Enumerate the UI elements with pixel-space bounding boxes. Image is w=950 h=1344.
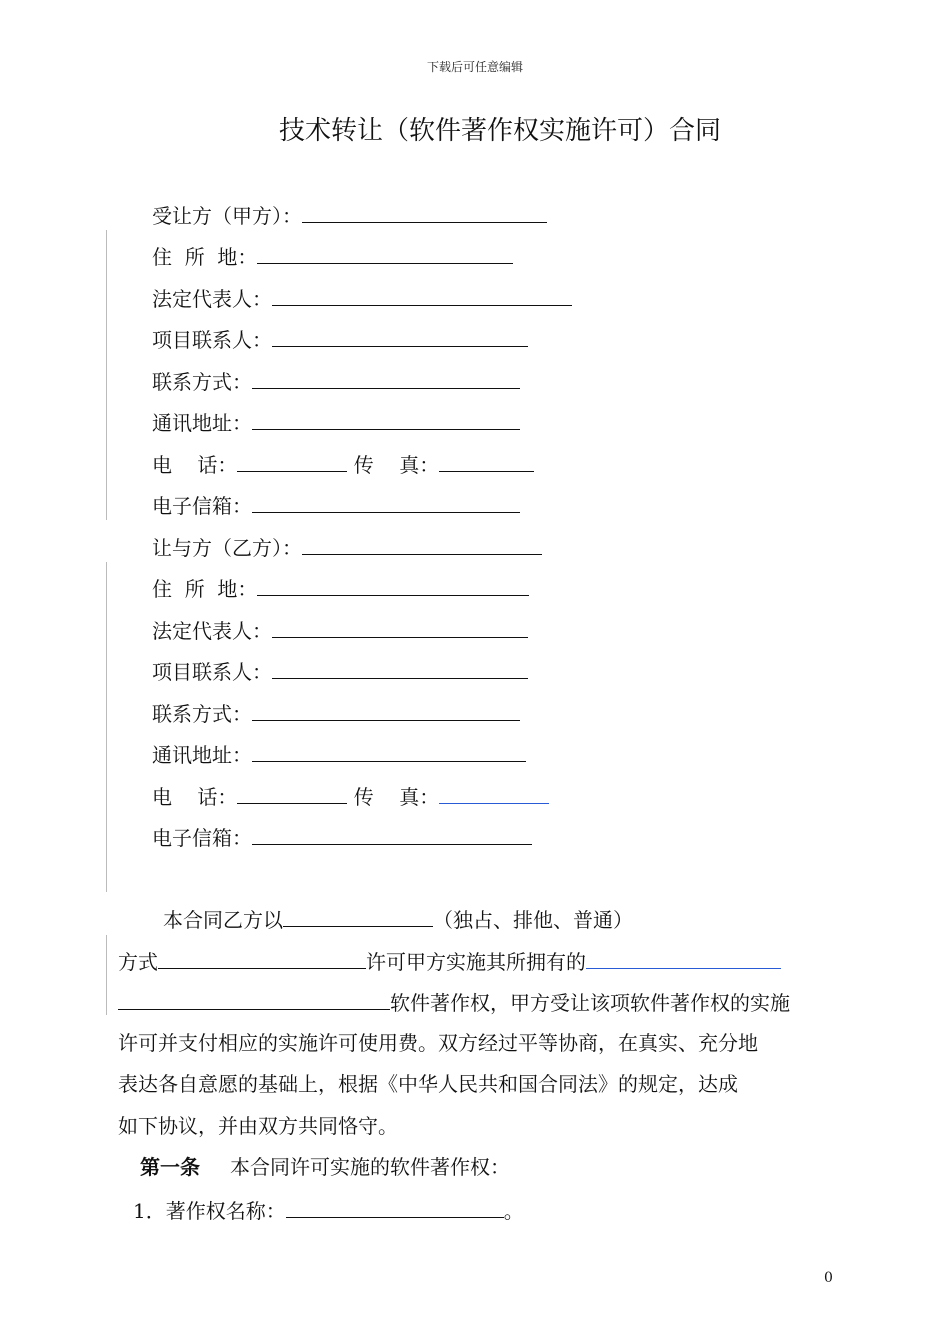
body-line-5: 表达各自意愿的基础上，根据《中华人民共和国合同法》的规定，达成 (118, 1072, 738, 1096)
party-a-contact-field[interactable] (272, 326, 528, 347)
party-b-name-field[interactable] (302, 534, 542, 555)
party-b-legal-rep-label: 法定代表人： (152, 619, 272, 643)
party-b-mail-address-label: 通讯地址： (152, 743, 252, 767)
party-b-legal-rep-field[interactable] (272, 617, 528, 638)
party-b-email-label: 电子信箱： (152, 826, 252, 850)
revision-bar (106, 562, 107, 892)
party-a-address-row (152, 243, 513, 269)
copyright-name-field[interactable] (286, 1197, 504, 1218)
party-a-legal-rep-label: 法定代表人： (152, 287, 272, 311)
item-number: 1． (133, 1199, 166, 1223)
party-b-phone-field[interactable] (237, 783, 347, 804)
item-label: 著作权名称： (165, 1199, 286, 1223)
body-line-1 (163, 906, 633, 932)
software-name-field[interactable] (118, 989, 390, 1010)
party-b-contact-row (152, 658, 528, 684)
party-b-heading-row (152, 534, 542, 560)
article-1-heading (140, 1155, 510, 1179)
party-b-fax-label: 传 真： (353, 785, 440, 809)
party-b-address-label: 住 所 地： (152, 577, 258, 601)
party-a-legal-rep-field[interactable] (272, 285, 572, 306)
party-b-contact-label: 项目联系人： (152, 660, 272, 684)
revision-bar (106, 230, 107, 520)
owned-software-field[interactable] (586, 948, 781, 969)
party-a-contact-label: 项目联系人： (152, 328, 272, 352)
party-a-contact-method-row (152, 368, 520, 394)
party-a-mail-address-row (152, 409, 520, 435)
party-b-phone-fax-row (152, 783, 549, 809)
party-a-email-label: 电子信箱： (152, 494, 252, 518)
body-text: 方式 (118, 950, 158, 974)
party-a-phone-field[interactable] (237, 451, 347, 472)
party-b-mail-address-row (152, 741, 526, 767)
contract-title: 技术转让（软件著作权实施许可）合同 (278, 116, 721, 146)
party-a-email-field[interactable] (252, 492, 520, 513)
body-text: 本合同乙方以 (163, 908, 283, 932)
party-a-mail-address-field[interactable] (252, 409, 520, 430)
article-1-label: 第一条 (140, 1155, 200, 1179)
party-a-address-label: 住 所 地： (152, 245, 258, 269)
party-a-heading-row (152, 202, 547, 228)
party-a-contact-method-label: 联系方式： (152, 370, 252, 394)
party-b-email-field[interactable] (252, 824, 532, 845)
party-a-email-row (152, 492, 520, 518)
body-line-2 (118, 948, 781, 974)
article-1-text: 本合同许可实施的软件著作权： (230, 1155, 510, 1179)
revision-bar (106, 935, 107, 1015)
party-b-legal-rep-row (152, 617, 528, 643)
party-b-mail-address-field[interactable] (252, 741, 526, 762)
body-text: 软件著作权，甲方受让该项软件著作权的实施 (390, 991, 790, 1015)
party-a-heading: 受让方（甲方）： (152, 204, 302, 228)
party-b-fax-field[interactable] (439, 783, 549, 804)
party-b-contact-method-label: 联系方式： (152, 702, 252, 726)
party-a-contact-method-field[interactable] (252, 368, 520, 389)
party-b-address-field[interactable] (257, 575, 529, 596)
party-a-phone-fax-row (152, 451, 534, 477)
party-a-fax-field[interactable] (439, 451, 534, 472)
party-a-name-field[interactable] (302, 202, 547, 223)
body-text: （独占、排他、普通） (433, 908, 633, 932)
party-a-legal-rep-row (152, 285, 572, 311)
item-end: 。 (503, 1199, 524, 1223)
party-b-address-row (152, 575, 529, 601)
party-b-email-row (152, 824, 532, 850)
party-a-address-field[interactable] (257, 243, 513, 264)
party-a-contact-row (152, 326, 528, 352)
body-line-4: 许可并支付相应的实施许可使用费。双方经过平等协商，在真实、充分地 (118, 1031, 758, 1055)
body-line-3 (118, 989, 790, 1015)
party-a-phone-label: 电 话： (152, 453, 238, 477)
license-type-field[interactable] (283, 906, 433, 927)
party-a-mail-address-label: 通讯地址： (152, 411, 252, 435)
party-b-contact-method-field[interactable] (252, 700, 520, 721)
article-1-item-1 (133, 1197, 524, 1223)
page-number: 0 (824, 1270, 833, 1286)
party-b-heading: 让与方（乙方）： (152, 536, 302, 560)
page-header-note: 下载后可任意编辑 (426, 60, 523, 74)
license-method-field[interactable] (158, 948, 366, 969)
party-b-contact-method-row (152, 700, 520, 726)
party-a-fax-label: 传 真： (353, 453, 440, 477)
body-line-6: 如下协议，并由双方共同恪守。 (118, 1114, 398, 1138)
body-text: 许可甲方实施其所拥有的 (366, 950, 586, 974)
party-b-contact-field[interactable] (272, 658, 528, 679)
party-b-phone-label: 电 话： (152, 785, 238, 809)
